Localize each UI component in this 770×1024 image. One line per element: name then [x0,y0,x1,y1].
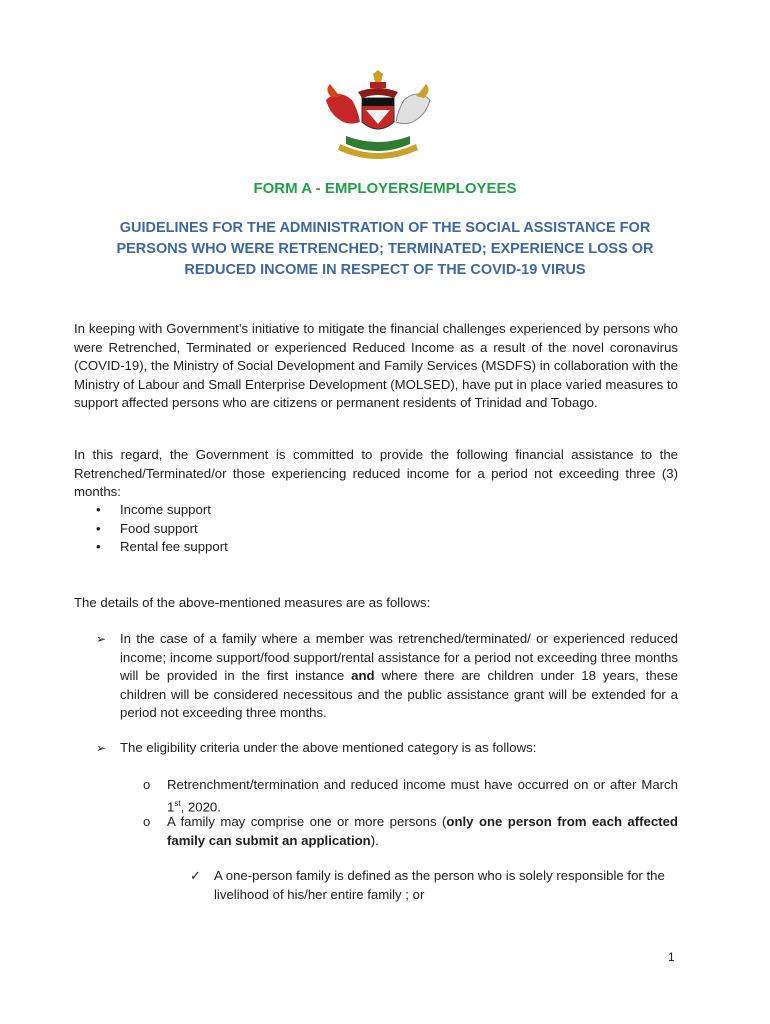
measure-text-part: where there are children under 18 years, these children will be considered necessitous and the public assistance grant will be extended for a period not exceeding three months. [120,668,678,720]
bullet-icon: • [96,520,101,536]
support-list [96,501,228,557]
measure-text-part: In the case of a family where a member was retrenched/terminated/ or experienced reduced income; income support/food support/rental assistance for a period not exceeding three months will be provided in the first instance [120,631,678,683]
definition-item [190,867,678,904]
criteria-text [167,776,678,816]
criteria-text-part: , 2020. [180,798,221,814]
bullet-icon: • [96,502,101,517]
arrow-bullet-icon: ➢ [96,632,107,646]
measure-text-bold: and [351,668,375,683]
criteria-text [167,813,678,850]
criteria-text-part: A family may comprise one or more persons ( [167,814,447,829]
bullet-icon: • [96,539,101,554]
guidelines-heading-line: REDUCED INCOME IN RESPECT OF THE COVID-19 VIRUS [184,262,586,278]
measure-item [96,630,678,723]
details-paragraph: The details of the above-mentioned measures are as follows: [74,595,431,610]
criteria-item [143,776,678,816]
circle-bullet-icon: o [143,777,151,792]
guidelines-heading-line: PERSONS WHO WERE RETRENCHED; TERMINATED; EXPERIENCE LOSS OR [116,241,654,257]
list-item [96,538,228,557]
intro-paragraph: In keeping with Government’s initiative to mitigate the financial challenges experienced by persons who were Retrenched, Terminated or experienced Reduced Income as a result of the novel coronavirus (COVID-19), the Ministry of Social Development and Family Services (MSDFS) in collaboration with the Ministry of Labour and Small Enterprise Development (MOLSED), have put in place varied measures to support affected persons who are citizens or permanent residents of Trinidad and Tobago. [74,321,678,410]
criteria-item [143,813,678,850]
definition-text: A one-person family is defined as the person who is solely responsible for the livelihood of his/her entire family ; or [214,868,665,902]
coat-of-arms-emblem [318,70,438,162]
criteria-text-part: Retrenchment/termination and reduced income must have occurred on or after March 1 [167,777,678,814]
guidelines-heading [95,218,675,281]
list-item [96,501,228,520]
measure-text [120,630,678,723]
guidelines-heading-line: GUIDELINES FOR THE ADMINISTRATION OF THE SOCIAL ASSISTANCE FOR [119,220,651,236]
list-item-label: Rental fee support [120,539,228,554]
checkmark-icon: ✓ [190,868,202,883]
measure-text: The eligibility criteria under the above mentioned category is as follows: [120,740,537,755]
arrow-bullet-icon: ➢ [96,741,107,755]
page-number: 1 [668,950,675,964]
list-item [96,520,228,539]
criteria-text-part: ). [370,832,379,848]
measure-item [96,739,678,758]
criteria-text-superscript: st [174,798,181,808]
list-item-label: Income support [120,502,211,517]
circle-bullet-icon: o [143,814,151,829]
form-title: FORM A - EMPLOYERS/EMPLOYEES [253,180,517,197]
criteria-text-bold: only one person from each affected family can submit an application [167,814,678,848]
commitment-paragraph: In this regard, the Government is committed to provide the following financial assistance to the Retrenched/Terminated/or those experiencing reduced income for a period not exceeding three (3) months: [74,447,678,499]
list-item-label: Food support [120,520,198,536]
